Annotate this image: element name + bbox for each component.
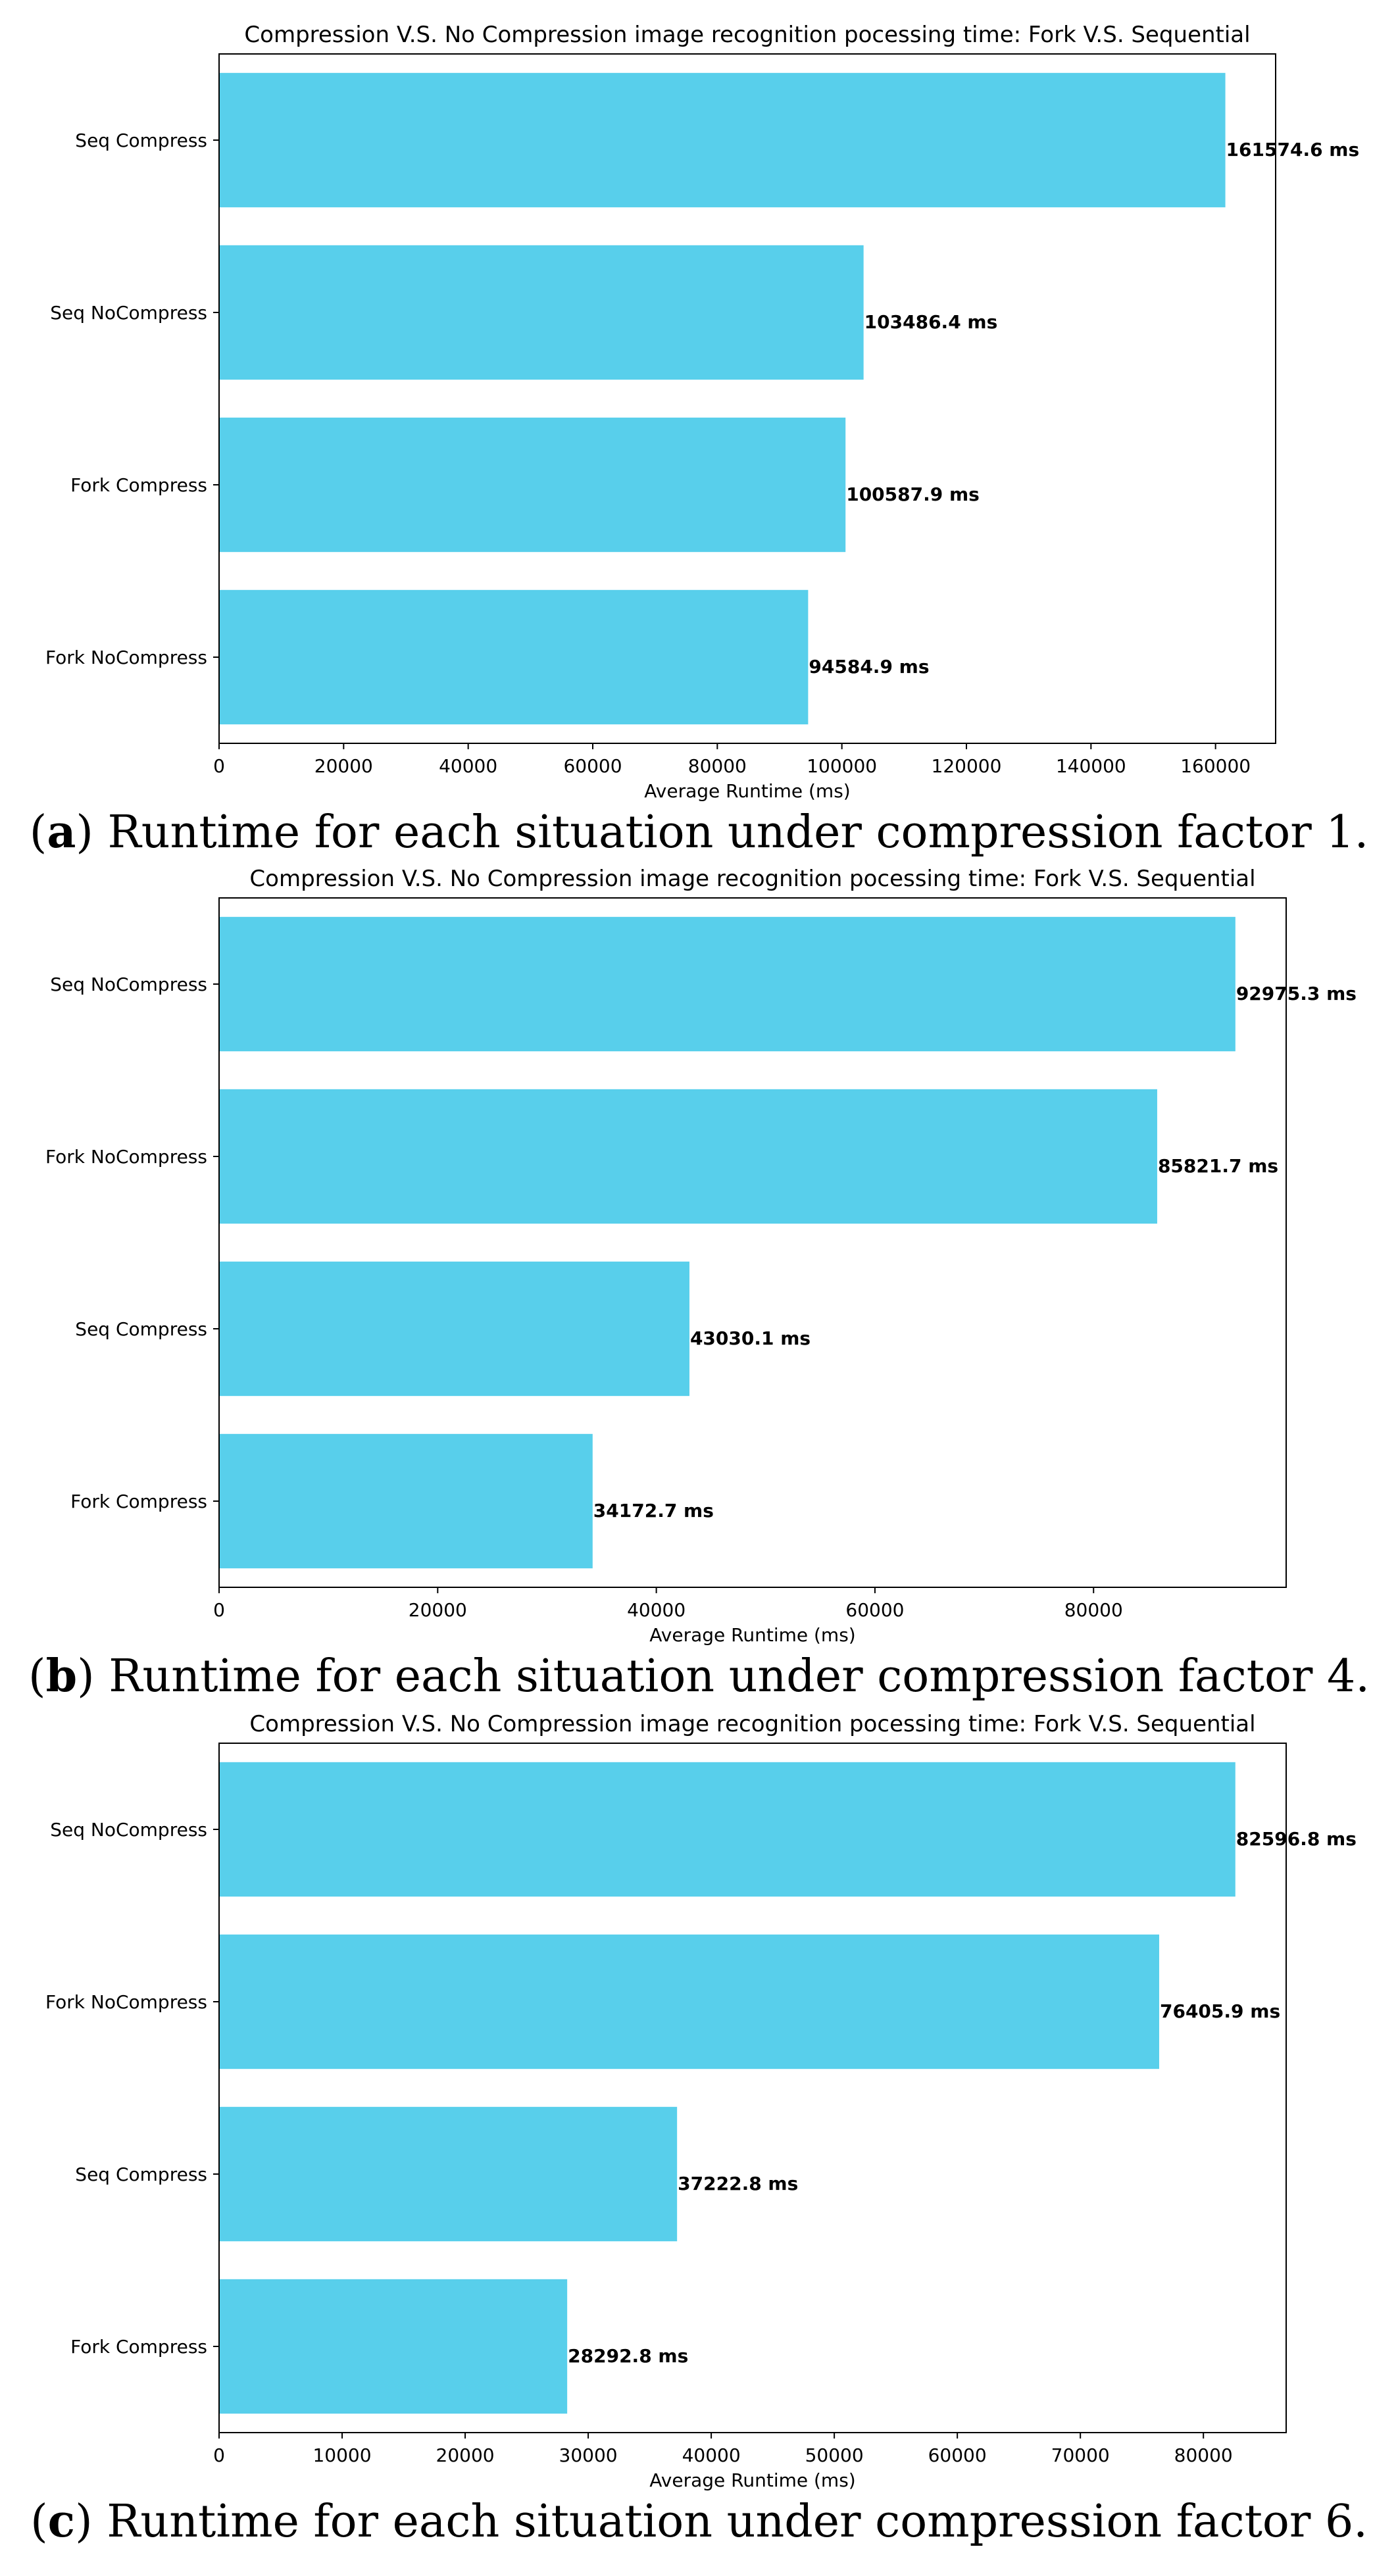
- x-tick-label: 30000: [559, 2444, 618, 2466]
- x-tick-label: 60000: [928, 2444, 987, 2466]
- x-tick-label: 40000: [439, 755, 498, 777]
- x-axis-label: Average Runtime (ms): [649, 2469, 856, 2491]
- value-label: 85821.7 ms: [1157, 1155, 1279, 1177]
- bar: [219, 73, 1226, 207]
- figure-caption-a: (a) Runtime for each situation under compression factor 1.: [29, 806, 1369, 858]
- chart-title: Compression V.S. No Compression image recognition pocessing time: Fork V.S. Sequential: [249, 1711, 1256, 1737]
- category-label: Fork Compress: [70, 2336, 207, 2358]
- x-tick-label: 20000: [314, 755, 373, 777]
- bar: [219, 2279, 567, 2414]
- figure-caption-c: (c) Runtime for each situation under compression factor 6.: [30, 2495, 1368, 2548]
- x-tick-label: 10000: [312, 2444, 372, 2466]
- category-label: Fork NoCompress: [45, 1146, 207, 1168]
- bar: [219, 917, 1236, 1051]
- caption-text-c: Runtime for each situation under compression factor 6.: [107, 2496, 1368, 2548]
- category-label: Fork Compress: [70, 1491, 207, 1512]
- x-axis-label: Average Runtime (ms): [644, 780, 851, 802]
- x-tick-label: 70000: [1051, 2444, 1110, 2466]
- category-label: Seq NoCompress: [50, 1819, 207, 1841]
- bar: [219, 245, 864, 380]
- bar: [219, 2107, 677, 2241]
- value-label: 82596.8 ms: [1236, 1828, 1357, 1850]
- value-label: 43030.1 ms: [689, 1327, 811, 1349]
- category-label: Fork NoCompress: [45, 647, 207, 668]
- category-label: Seq Compress: [75, 1318, 207, 1340]
- x-tick-label: 60000: [845, 1599, 905, 1621]
- x-tick-label: 40000: [682, 2444, 741, 2466]
- x-tick-label: 80000: [1064, 1599, 1123, 1621]
- x-tick-label: 50000: [805, 2444, 864, 2466]
- category-label: Seq NoCompress: [50, 302, 207, 324]
- value-label: 37222.8 ms: [678, 2173, 799, 2194]
- x-tick-label: 80000: [687, 755, 747, 777]
- value-label: 161574.6 ms: [1226, 139, 1360, 161]
- value-label: 92975.3 ms: [1236, 983, 1357, 1004]
- x-tick-label: 20000: [408, 1599, 467, 1621]
- category-label: Seq NoCompress: [50, 974, 207, 995]
- bar-chart-c: [0, 1689, 1398, 2530]
- caption-text-a: Runtime for each situation under compression factor 1.: [107, 806, 1369, 858]
- chart-panel-a: [0, 0, 1398, 858]
- bar: [219, 590, 808, 724]
- x-axis-label: Average Runtime (ms): [649, 1624, 856, 1646]
- caption-letter-a: a: [47, 806, 76, 858]
- value-label: 100587.9 ms: [846, 483, 980, 505]
- x-tick-label: 80000: [1174, 2444, 1233, 2466]
- bar-chart-b: [0, 844, 1398, 1685]
- value-label: 34172.7 ms: [593, 1500, 714, 1522]
- chart-panel-c: [0, 1689, 1398, 2548]
- category-label: Seq Compress: [75, 130, 207, 151]
- caption-letter-b: b: [45, 1650, 78, 1702]
- x-tick-label: 0: [213, 2444, 225, 2466]
- value-label: 103486.4 ms: [864, 311, 998, 333]
- chart-title: Compression V.S. No Compression image recognition pocessing time: Fork V.S. Sequential: [249, 866, 1256, 892]
- bar: [219, 418, 845, 552]
- bar: [219, 1262, 689, 1396]
- chart-title: Compression V.S. No Compression image recognition pocessing time: Fork V.S. Sequential: [244, 22, 1251, 48]
- category-label: Fork Compress: [70, 474, 207, 496]
- x-tick-label: 20000: [436, 2444, 495, 2466]
- x-tick-label: 40000: [627, 1599, 686, 1621]
- bar: [219, 1762, 1236, 1896]
- bar: [219, 1089, 1157, 1224]
- category-label: Fork NoCompress: [45, 1991, 207, 2013]
- figure-caption-b: (b) Runtime for each situation under compression factor 4.: [28, 1650, 1370, 1702]
- x-tick-label: 60000: [563, 755, 622, 777]
- bar: [219, 1434, 593, 1568]
- bar-chart-a: [0, 0, 1398, 841]
- x-tick-label: 0: [213, 1599, 225, 1621]
- caption-text-b: Runtime for each situation under compression factor 4.: [109, 1650, 1370, 1702]
- x-tick-label: 0: [213, 755, 225, 777]
- value-label: 28292.8 ms: [568, 2345, 689, 2367]
- x-tick-label: 160000: [1180, 755, 1251, 777]
- caption-letter-c: c: [47, 2495, 76, 2548]
- x-tick-label: 100000: [807, 755, 878, 777]
- category-label: Seq Compress: [75, 2164, 207, 2185]
- x-tick-label: 120000: [931, 755, 1002, 777]
- value-label: 76405.9 ms: [1159, 2000, 1281, 2022]
- value-label: 94584.9 ms: [809, 656, 930, 678]
- chart-panel-b: [0, 844, 1398, 1702]
- bar: [219, 1935, 1159, 2069]
- x-tick-label: 140000: [1055, 755, 1126, 777]
